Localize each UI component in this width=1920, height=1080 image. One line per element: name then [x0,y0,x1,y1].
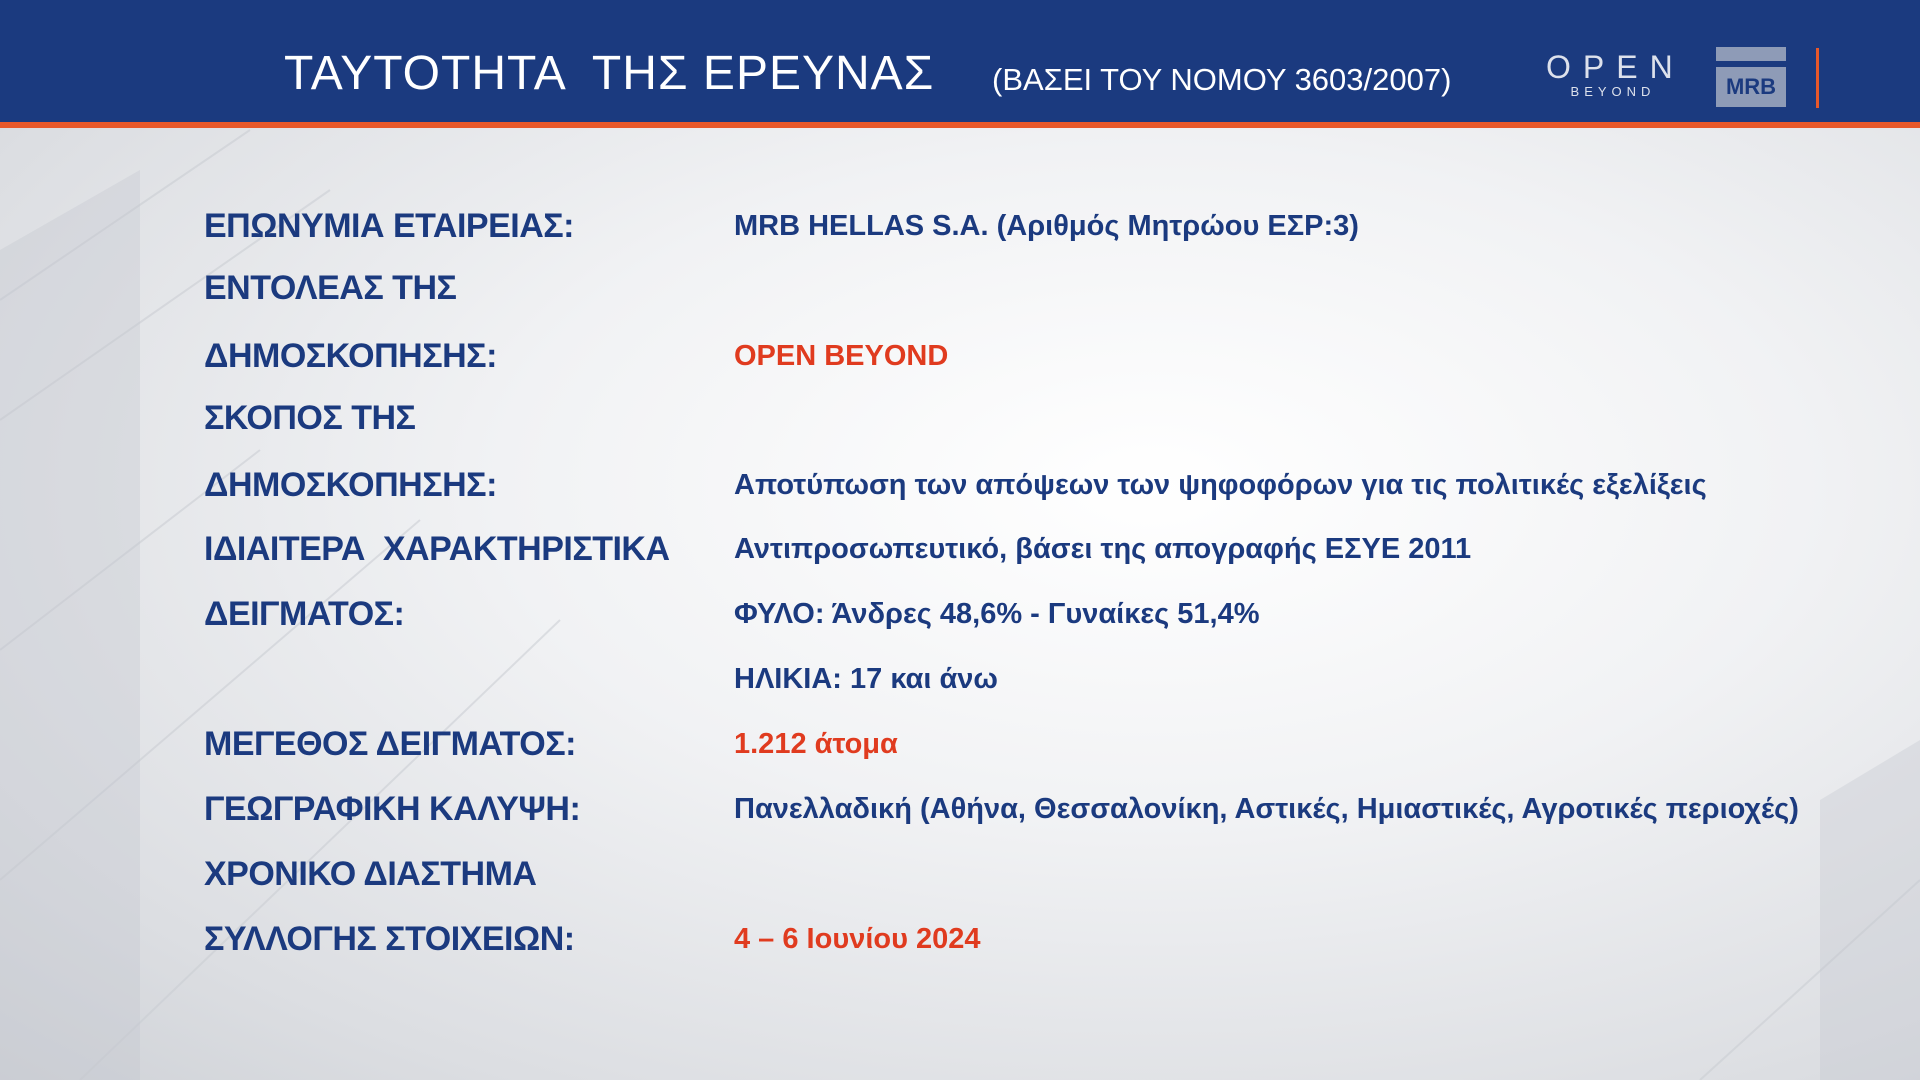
row-company-name [0,200,1920,252]
row-value-highlight: 4 – 6 Ιουνίου 2024 [734,923,981,955]
row-value: Αντιπροσωπευτικό, βάσει της απογραφής ΕΣΥΕ 2011 [734,533,1472,565]
row-sample-characteristics-line1 [0,523,1920,575]
row-value: ΦΥΛΟ: Άνδρες 48,6% - Γυναίκες 51,4% [734,598,1260,630]
header-accent-tick [1816,48,1819,108]
row-period-line1 [0,848,1920,900]
row-label: ΣΥΛΛΟΓΗΣ ΣΤΟΙΧΕΙΩΝ: [204,920,575,958]
row-value: MRB HELLAS S.A. (Αριθμός Μητρώου ΕΣΡ:3) [734,210,1359,242]
row-label: ΣΚΟΠΟΣ ΤΗΣ [204,399,416,437]
row-purpose-line2 [0,459,1920,511]
row-client-line1 [0,262,1920,314]
row-value: ΗΛΙΚΙΑ: 17 και άνω [734,663,998,695]
row-sample-age [0,653,1920,705]
row-label: ΔΗΜΟΣΚΟΠΗΣΗΣ: [204,337,497,375]
mrb-logo [1716,47,1786,107]
row-geographic-coverage [0,783,1920,835]
row-value: Αποτύπωση των απόψεων των ψηφοφόρων για τις πολιτικές εξελίξεις [734,469,1707,501]
row-label: ΕΠΩΝΥΜΙΑ ΕΤΑΙΡΕΙΑΣ: [204,207,574,245]
mrb-logo-text: MRB [1716,67,1786,107]
row-client-line2 [0,330,1920,382]
row-label: ΧΡΟΝΙΚΟ ΔΙΑΣΤΗΜΑ [204,855,537,893]
row-label: ΔΗΜΟΣΚΟΠΗΣΗΣ: [204,466,497,504]
row-label: ΜΕΓΕΘΟΣ ΔΕΙΓΜΑΤΟΣ: [204,725,576,763]
open-logo-subtext: BEYOND [1570,84,1656,99]
row-purpose-line1 [0,392,1920,444]
page-title: ΤΑΥΤΟΤΗΤΑ ΤΗΣ ΕΡΕΥΝΑΣ [284,47,935,100]
row-value-highlight: OPEN BEYOND [734,340,949,372]
row-value-highlight: 1.212 άτομα [734,728,898,760]
mrb-logo-bar [1716,47,1786,61]
row-sample-characteristics-line2 [0,588,1920,640]
open-beyond-logo [1546,49,1685,100]
row-label: ΔΕΙΓΜΑΤΟΣ: [204,595,405,633]
row-sample-size [0,718,1920,770]
open-logo-word: OPEN [1546,49,1685,85]
row-value: Πανελλαδική (Αθήνα, Θεσσαλονίκη, Αστικές, Ημιαστικές, Αγροτικές περιοχές) [734,793,1799,825]
row-label: ΙΔΙΑΙΤΕΡΑ ΧΑΡΑΚΤΗΡΙΣΤΙΚΑ [204,530,670,568]
row-period-line2 [0,913,1920,965]
row-label: ΓΕΩΓΡΑΦΙΚΗ ΚΑΛΥΨΗ: [204,790,581,828]
row-label: ΕΝΤΟΛΕΑΣ ΤΗΣ [204,269,457,307]
header-bar [0,0,1920,128]
page-subtitle: (ΒΑΣΕΙ ΤΟΥ ΝΟΜΟΥ 3603/2007) [992,62,1452,97]
